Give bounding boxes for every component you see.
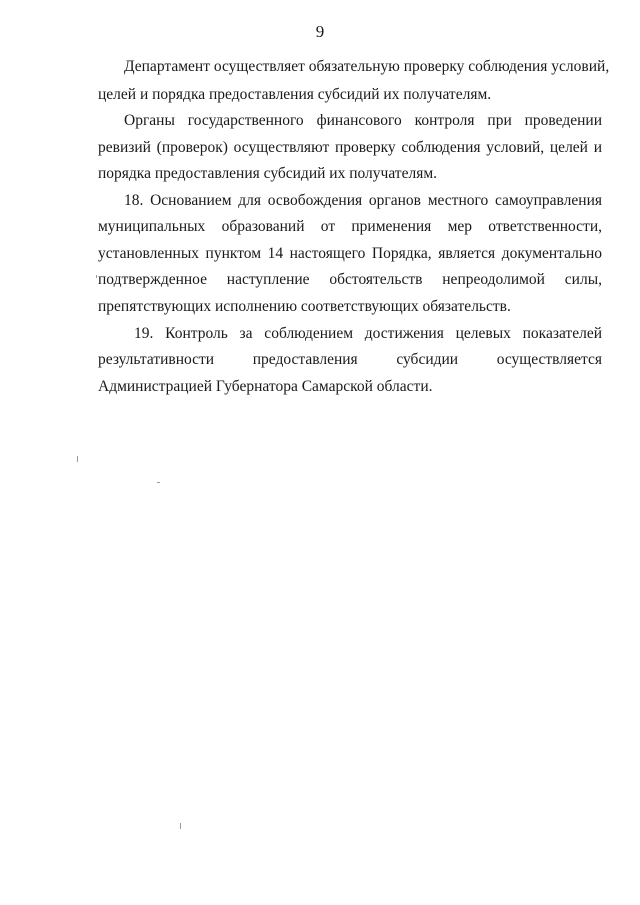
paragraph-18-line-3: установленных пунктом 14 настоящего Порядка, является документально (98, 245, 602, 262)
paragraph-18-line-1: 18. Основанием для освобождения органов местного самоуправления (124, 192, 602, 209)
paragraph-19-line-2: результативности предоставления субсидии осуществляется (98, 351, 602, 368)
paragraph-1-line-2: целей и порядка предоставления субсидий их получателям. (98, 86, 492, 103)
paragraph-2-line-3: порядка предоставления субсидий их получателям. (98, 165, 438, 182)
paragraph-1-line-1: Департамент осуществляет обязательную проверку соблюдения условий, (124, 58, 610, 75)
scan-speck (77, 456, 78, 462)
scan-speck (96, 275, 97, 278)
paragraph-19-line-3: Администрацией Губернатора Самарской области. (98, 378, 433, 395)
paragraph-18-line-2: муниципальных образований от применения мер ответственности, (98, 218, 602, 235)
paragraph-18-line-5: препятствующих исполнению соответствующих обязательств. (98, 298, 511, 315)
scan-speck (157, 482, 160, 483)
paragraph-2-line-1: Органы государственного финансового контроля при проведении (124, 112, 602, 129)
paragraph-19-line-1: 19. Контроль за соблюдением достижения целевых показателей (134, 325, 602, 342)
page-number: 9 (315, 22, 325, 41)
paragraph-18-line-4: подтвержденное наступление обстоятельств непреодолимой силы, (98, 271, 602, 288)
scan-speck (180, 823, 181, 829)
paragraph-2-line-2: ревизий (проверок) осуществляют проверку соблюдения условий, целей и (98, 139, 602, 156)
